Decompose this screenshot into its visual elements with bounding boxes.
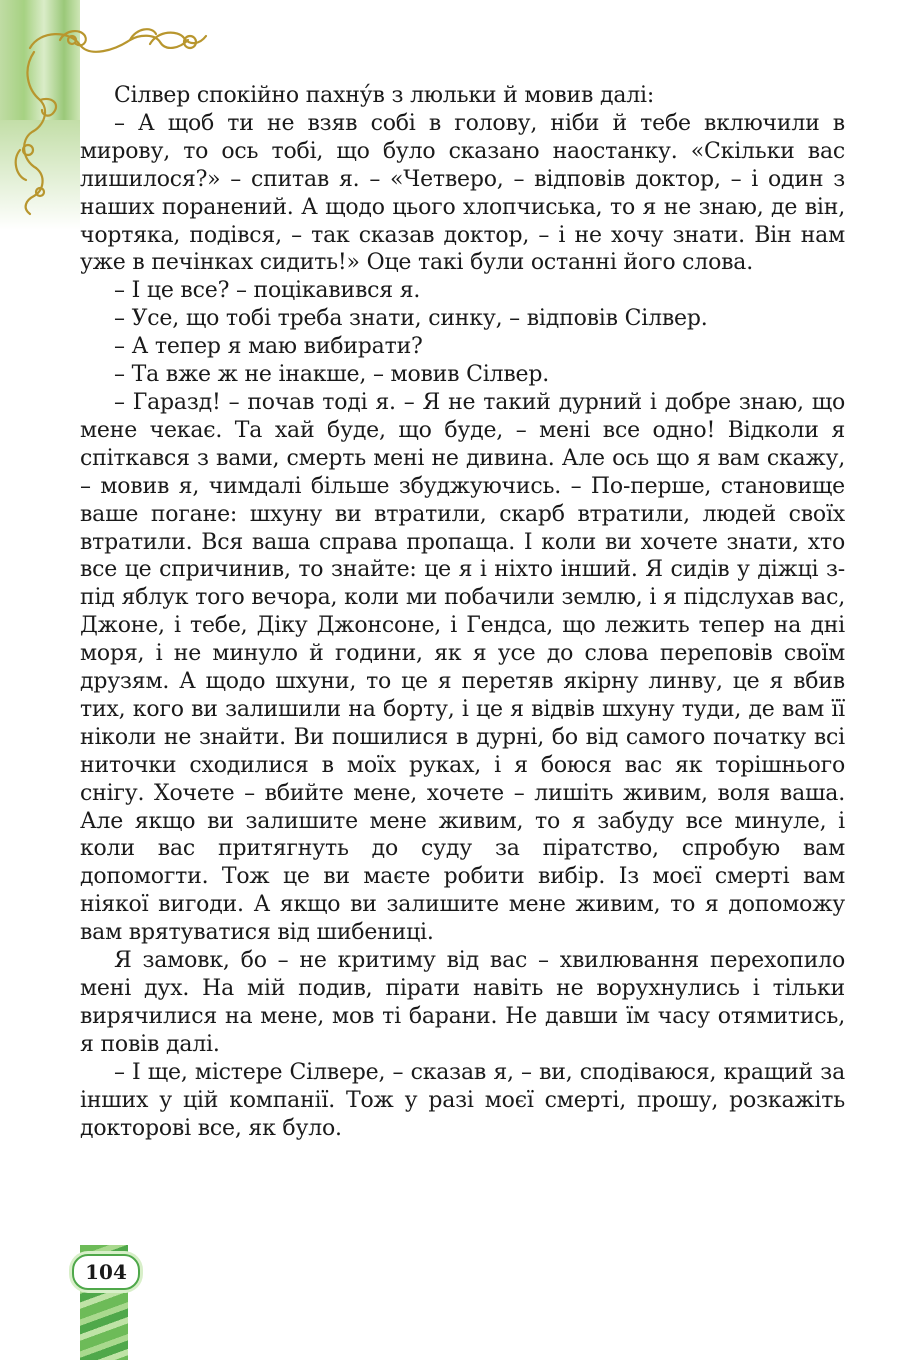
paragraph: – І це все? – поцікавився я. <box>114 278 421 304</box>
paragraph: – І ще, містере Сілвере, – сказав я, – ви, сподіваюся, кращий за інших у цій компанії. Тож у разі моєї смерті, прошу, розкажіть докторові все, як було. <box>80 1059 845 1141</box>
paragraph: – Усе, що тобі треба знати, синку, – відповів Сілвер. <box>114 306 708 332</box>
paragraph: – Та вже ж не інакше, – мовив Сілвер. <box>114 362 550 388</box>
paragraph: – А тепер я маю вибирати? <box>114 334 423 360</box>
paragraph: – А щоб ти не взяв собі в голову, ніби й тебе включили в мирову, то ось тобі, що було сказано наостанку. «Скільки вас лишилося?» – спитав я. – «Четверо, – відповів доктор, – і один з наших поранений. А щодо цього хлопчиська, то я не знаю, де він, чортяка, подівся, – так сказав доктор, – і не хочу знати. Він нам уже в печінках сидить!» Оце такі були останні його слова. <box>80 110 845 276</box>
paragraph: – Гаразд! – почав тоді я. – Я не такий дурний і добре знаю, що мене чекає. Та хай буде, що буде, – мені все одно! Відколи я спіткався з вами, смерть мені не дивина. Але ось що я вам скажу, – мовив я, чимдалі більше збуджуючись. – По-перше, становище ваше погане: шхуну ви втратили, скарб втратили, людей своїх втратили. Вся ваша справа пропаща. І коли ви хочете знати, хто все це спричинив, то знайте: це я і ніхто інший. Я сидів у діжці з-під яблук того вечора, коли ми побачили землю, і я підслухав вас, Джоне, і тебе, Діку Джонсоне, і Гендса, що лежить тепер на дні моря, і не минуло й години, як я усе до слова переповів своїм друзям. А щодо шхуни, то це я перетяв якірну линву, це я вбив тих, кого ви залишили на борту, і це я відвів шхуну туди, де вам її ніколи не знайти. Ви пошилися в дурні, бо від самого початку всі ниточки сходилися в моїх руках, і я боюся вас як торішнього снігу. Хочете – вбийте мене, хочете – лишіть живим, воля ваша. Але якщо ви залишите мене живим, то я забуду все минуле, і коли вас притягнуть до суду за піратство, спробую вам допомогти. Тож це ви маєте робити вибір. Із моєї смерті вам ніякої вигоди. А якщо ви залишите мене живим, то я допоможу вам врятуватися від шибениці. <box>80 389 845 946</box>
story-text <box>80 82 845 1142</box>
paragraph: Сілвер спокійно пахну́в з люльки й мовив далі: <box>114 83 655 108</box>
page-number: 104 <box>72 1254 140 1290</box>
paragraph: Я замовк, бо – не критиму від вас – хвилювання перехопило мені дух. На мій подив, пірати навіть не ворухнулись і тільки вирячилися на мене, мов ті барани. Не давши їм часу отямитись, я повів далі. <box>80 948 845 1057</box>
